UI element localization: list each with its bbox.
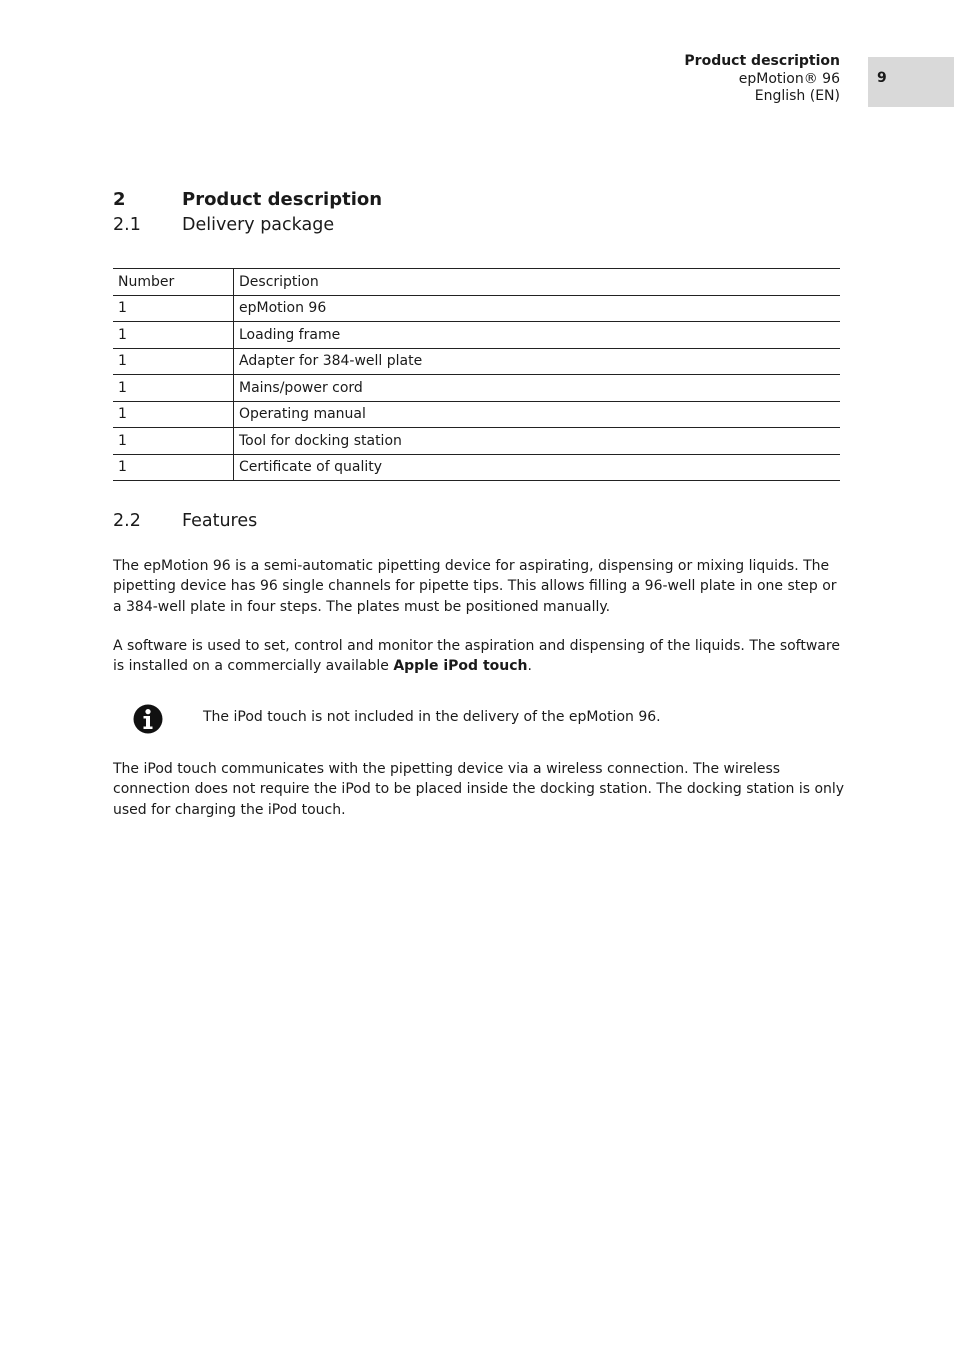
header-language: English (EN) — [754, 88, 840, 104]
delivery-package-table — [113, 268, 840, 481]
cell-description: Adapter for 384-well plate — [234, 348, 841, 375]
table-header-row — [113, 269, 840, 296]
cell-description: Operating manual — [234, 401, 841, 428]
table-row — [113, 322, 840, 349]
features-paragraph-2 — [113, 636, 848, 677]
chapter-heading — [113, 189, 382, 210]
column-header-description: Description — [234, 269, 841, 296]
running-header — [684, 53, 840, 106]
table-row — [113, 454, 840, 481]
cell-number: 1 — [113, 295, 234, 322]
cell-number: 1 — [113, 454, 234, 481]
table-row — [113, 295, 840, 322]
header-section-title: Product description — [684, 53, 840, 69]
cell-number: 1 — [113, 375, 234, 402]
cell-number: 1 — [113, 401, 234, 428]
section-number: 2.2 — [113, 511, 141, 531]
paragraph-text-end: . — [527, 658, 532, 675]
chapter-title: Product description — [182, 189, 383, 210]
page-number-tab — [868, 57, 954, 107]
section-title: Features — [182, 511, 258, 531]
cell-description: Loading frame — [234, 322, 841, 349]
column-header-number: Number — [113, 269, 234, 296]
section-heading-delivery — [113, 215, 334, 235]
features-paragraph-3: The iPod touch communicates with the pipetting device via a wireless connection. The wireless connection does not require the iPod to be placed inside the docking station. The docking station is only used for charging the iPod touch. — [113, 761, 845, 818]
table-row — [113, 428, 840, 455]
cell-number: 1 — [113, 428, 234, 455]
page-number: 9 — [877, 70, 887, 86]
table-row — [113, 375, 840, 402]
cell-description: Tool for docking station — [234, 428, 841, 455]
note-text: The iPod touch is not included in the delivery of the epMotion 96. — [203, 709, 661, 725]
section-title: Delivery package — [182, 215, 335, 235]
chapter-number: 2 — [113, 189, 126, 210]
header-product: epMotion® 96 — [738, 70, 840, 87]
table-row — [113, 348, 840, 375]
section-heading-features — [113, 511, 257, 531]
cell-description: Certificate of quality — [234, 454, 841, 481]
cell-description: Mains/power cord — [234, 375, 841, 402]
cell-description: epMotion 96 — [234, 295, 841, 322]
table-row — [113, 401, 840, 428]
cell-number: 1 — [113, 322, 234, 349]
info-icon — [133, 704, 163, 734]
cell-number: 1 — [113, 348, 234, 375]
section-number: 2.1 — [113, 215, 141, 235]
product-name-emphasis: Apple iPod touch — [393, 658, 528, 675]
paragraph-text: A software is used to set, control and monitor the aspiration and dispensing of the liquids. The software is installed on a commercially available — [113, 638, 840, 675]
features-paragraph-1: The epMotion 96 is a semi-automatic pipetting device for aspirating, dispensing or mixing liquids. The pipetting device has 96 single channels for pipette tips. This allows filling a 96-well plate in one step or a 384-well plate in four steps. The plates must be positioned manually. — [113, 558, 837, 615]
